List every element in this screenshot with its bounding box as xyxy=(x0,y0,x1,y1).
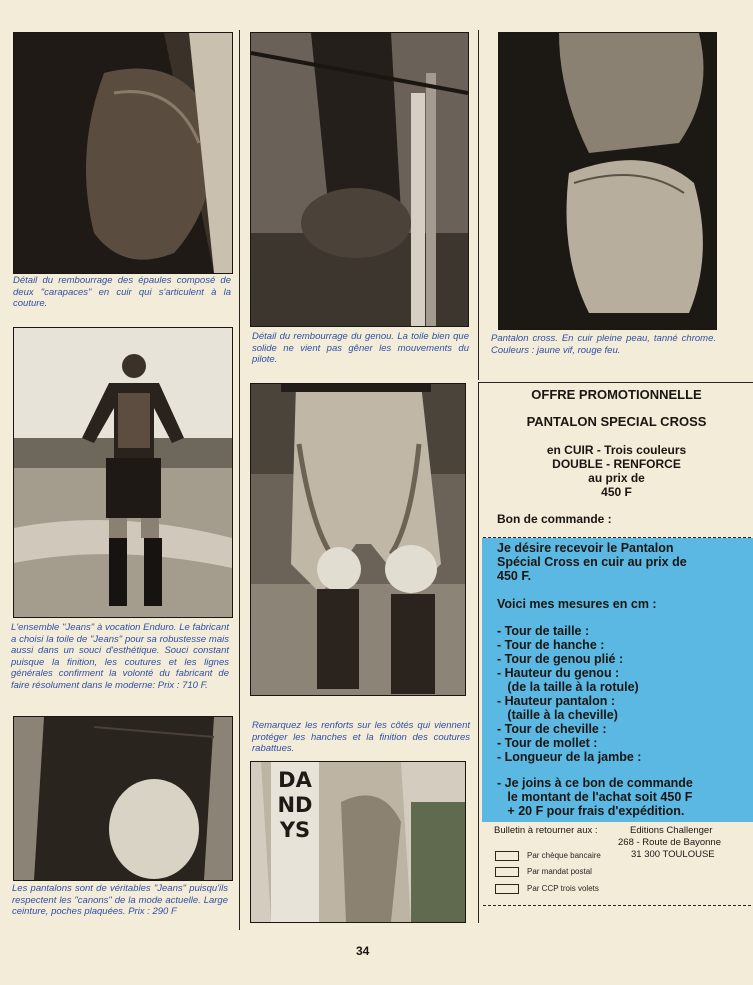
measure-calf[interactable]: - Tour de mollet : xyxy=(497,736,598,750)
photo-cross-pants xyxy=(498,32,717,330)
photo-jeans-enduro-set xyxy=(13,327,233,618)
checkbox-cheque[interactable] xyxy=(495,851,519,861)
label-mandat: Par mandat postal xyxy=(527,867,592,876)
offer-price: 450 F xyxy=(601,485,632,499)
label-cheque: Par chèque bancaire xyxy=(527,851,601,860)
caption-jeans-pants: Les pantalons sont de véritables "Jeans" puisqu'ils respectent les "canons" de la mode actuelle. Large ceinture, poches plaquées. Prix : 290 F xyxy=(12,883,228,917)
caption-shoulders: Détail du rembourrage des épaules composé de deux "carapaces" en cuir qui s'articulent à la couture. xyxy=(13,275,231,309)
measure-pants-height-note: (taille à la cheville) xyxy=(497,708,618,722)
measure-waist[interactable]: - Tour de taille : xyxy=(497,624,590,638)
cut-line-bottom xyxy=(483,905,751,906)
offer-line-1: en CUIR - Trois couleurs xyxy=(546,443,687,457)
measure-leg-length[interactable]: - Longueur de la jambe : xyxy=(497,750,642,764)
measure-knee-height-note: (de la taille à la rotule) xyxy=(497,680,639,694)
measures-title: Voici mes mesures en cm : xyxy=(497,597,657,611)
offer-product: PANTALON SPECIAL CROSS xyxy=(526,414,707,429)
payment-note-2: le montant de l'achat soit 450 F xyxy=(497,790,693,804)
photo-shoulder-padding xyxy=(13,32,233,274)
photo-dandys-pants xyxy=(250,761,466,923)
photo-hip-reinforcements xyxy=(250,383,466,696)
order-intro-1: Je désire recevoir le Pantalon xyxy=(497,541,674,555)
column-rule-right xyxy=(478,30,479,380)
measure-knee-height[interactable]: - Hauteur du genou : xyxy=(497,666,620,680)
caption-knee: Détail du rembourrage du genou. La toile bien que solide ne vient pas gêner les mouvements du pilote. xyxy=(252,331,469,365)
offer-line-2: DOUBLE - RENFORCE xyxy=(552,457,681,471)
return-line-1: Editions Challenger xyxy=(630,825,713,836)
caption-cross: Pantalon cross. En cuir pleine peau, tanné chrome. Couleurs : jaune vif, rouge feu. xyxy=(491,333,716,356)
offer-line-3: au prix de xyxy=(588,471,645,485)
column-rule-left xyxy=(239,30,240,930)
return-line-3: 31 300 TOULOUSE xyxy=(631,849,715,860)
caption-reinforcements: Remarquez les renforts sur les côtés qui viennent protéger les hanches et la finition des coutures rabattues. xyxy=(252,720,470,754)
measure-pants-height[interactable]: - Hauteur pantalon : xyxy=(497,694,616,708)
label-ccp: Par CCP trois volets xyxy=(527,884,599,893)
payment-note-1: - Je joins à ce bon de commande xyxy=(497,776,693,790)
measure-knee-bent[interactable]: - Tour de genou plié : xyxy=(497,652,624,666)
return-label: Bulletin à retourner aux : xyxy=(494,825,598,836)
photo-jeans-pants xyxy=(13,716,233,881)
offer-title: OFFRE PROMOTIONNELLE xyxy=(531,387,702,402)
checkbox-mandat[interactable] xyxy=(495,867,519,877)
return-line-2: 268 - Route de Bayonne xyxy=(618,837,721,848)
photo-brand-lettering: DANDYS xyxy=(277,768,313,842)
checkbox-ccp[interactable] xyxy=(495,884,519,894)
payment-note-3: + 20 F pour frais d'expédition. xyxy=(497,804,685,818)
order-intro-3: 450 F. xyxy=(497,569,532,583)
measure-hip[interactable]: - Tour de hanche : xyxy=(497,638,605,652)
photo-knee-padding xyxy=(250,32,469,327)
page-number: 34 xyxy=(356,944,370,958)
measure-ankle[interactable]: - Tour de cheville : xyxy=(497,722,607,736)
order-intro-2: Spécial Cross en cuir au prix de xyxy=(497,555,687,569)
order-label: Bon de commande : xyxy=(497,512,612,526)
caption-jeans-set: L'ensemble "Jeans" à vocation Enduro. Le fabricant a choisi la toile de "Jeans" pour sa robustesse mais aussi dans un souci d'esthétique. Souci constant puisque la finition, les coutures et les lignes générales confirment la volonté du fabricant de faire résolument dans le moderne: Prix : 710 F. xyxy=(11,622,229,691)
